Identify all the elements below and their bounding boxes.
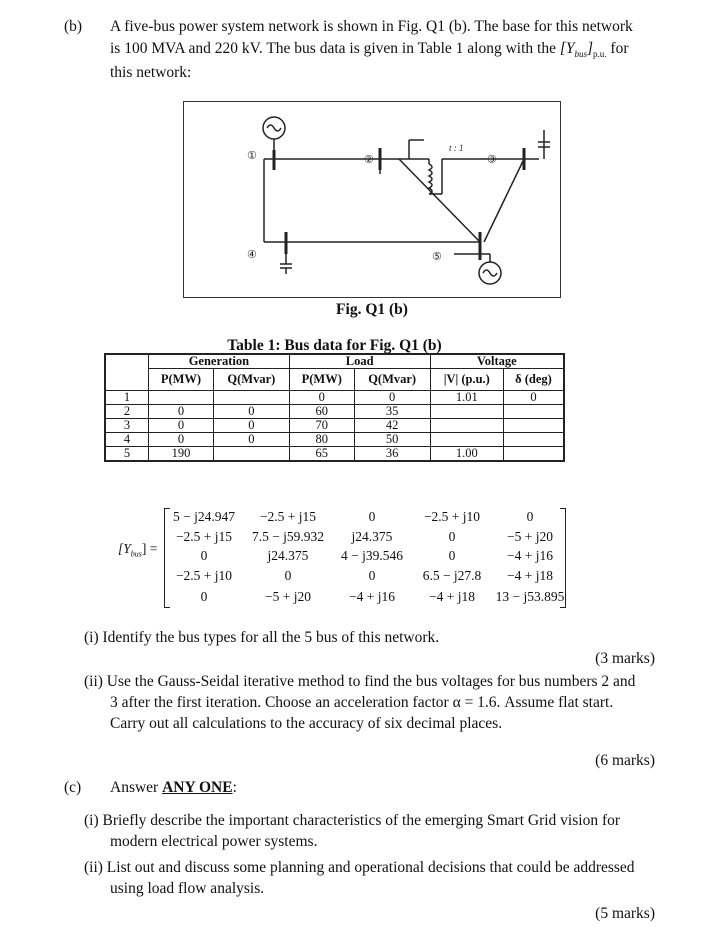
- matrix-cell: −4 + j16: [507, 548, 553, 563]
- table-row: 5 190 65 36 1.00: [105, 447, 564, 462]
- one-line-diagram: [184, 102, 562, 299]
- question-b-ii-line1: (ii) Use the Gauss-Seidal iterative method to find the bus voltages for bus numbers 2 and: [84, 673, 636, 690]
- matrix-cell: 4 − j39.546: [341, 548, 403, 563]
- generation-header: Generation: [149, 354, 290, 369]
- col-pg: P(MW): [149, 369, 214, 391]
- col-v: |V| (p.u.): [430, 369, 503, 391]
- matrix-cell: −5 + j20: [265, 589, 311, 604]
- question-b-ii-marks: (6 marks): [595, 752, 655, 769]
- question-c-i-line1: (i) Briefly describe the important characteristics of the emerging Smart Grid vision for: [84, 812, 621, 829]
- bus-label-5: ⑤: [432, 251, 442, 263]
- matrix-cell: −2.5 + j10: [175, 568, 233, 583]
- question-b-ii-line3: Carry out all calculations to the accuracy of six decimal places.: [110, 715, 503, 732]
- matrix-cell: 5 − j24.947: [173, 509, 235, 524]
- bus-label-1: ①: [247, 150, 257, 162]
- bus-data-table: [104, 353, 565, 462]
- matrix-cell: 0: [200, 548, 208, 563]
- bus-label-3: ③: [487, 154, 497, 166]
- matrix-cell: j24.375: [351, 529, 393, 544]
- voltage-header: Voltage: [430, 354, 564, 369]
- question-c-ii-line2: using load flow analysis.: [110, 880, 265, 897]
- part-b-intro-line2: is 100 MVA and 220 kV. The bus data is given in Table 1 along with the $[Y_{bus}]_{p.u.}$ for: [110, 40, 629, 60]
- matrix-cell: −4 + j16: [349, 589, 395, 604]
- matrix-cell: −2.5 + j15: [175, 529, 233, 544]
- matrix-cell: 0: [368, 509, 376, 524]
- col-qg: Q(Mvar): [213, 369, 289, 391]
- col-pl: P(MW): [289, 369, 354, 391]
- ybus-matrix-label: $[Y_{bus}]$ =: [118, 541, 158, 559]
- figure-caption: Fig. Q1 (b): [336, 301, 408, 318]
- table-row: 4 0 0 80 50: [105, 433, 564, 447]
- bus-col-header: [105, 354, 149, 391]
- matrix-cell: 6.5 − j27.8: [422, 568, 482, 583]
- matrix-cell: 0: [448, 529, 456, 544]
- table-title: Table 1: Bus data for Fig. Q1 (b): [227, 337, 442, 354]
- matrix-cell: 13 − j53.895: [495, 589, 565, 604]
- table-row: 3 0 0 70 42: [105, 419, 564, 433]
- matrix-cell: −5 + j20: [507, 529, 553, 544]
- question-c-ii-line1: (ii) List out and discuss some planning and operational decisions that could be addressed: [84, 859, 635, 876]
- matrix-cell: 0: [448, 548, 456, 563]
- part-b-intro-line1: A five-bus power system network is shown in Fig. Q1 (b). The base for this network: [110, 18, 633, 35]
- part-c-label: (c): [64, 779, 82, 796]
- matrix-cell: 0: [368, 568, 376, 583]
- question-c-i-line2: modern electrical power systems.: [110, 833, 318, 850]
- matrix-cell: −2.5 + j10: [423, 509, 481, 524]
- load-header: Load: [289, 354, 430, 369]
- bus-label-4: ④: [247, 249, 257, 261]
- matrix-cell: −4 + j18: [429, 589, 475, 604]
- matrix-cell: 7.5 − j59.932: [251, 529, 325, 544]
- part-b-label: (b): [64, 18, 83, 35]
- table-row: 2 0 0 60 35: [105, 405, 564, 419]
- transformer-ratio: t : 1: [449, 143, 464, 153]
- part-b-intro-line3: this network:: [110, 64, 192, 81]
- ybus-pu-symbol: $[Y_{bus}]_{p.u.}$: [559, 40, 607, 60]
- bus-label-2: ②: [364, 154, 374, 166]
- part-c-prompt: Answer ANY ONE:: [110, 779, 237, 796]
- matrix-cell: 0: [526, 509, 534, 524]
- table-row: 1 0 0 1.01 0: [105, 391, 564, 405]
- matrix-cell: −4 + j18: [507, 568, 553, 583]
- matrix-cell: −2.5 + j15: [259, 509, 317, 524]
- question-b-ii-line2: 3 after the first iteration. Choose an acceleration factor α = 1.6. Assume flat start.: [110, 694, 614, 711]
- question-b-i-marks: (3 marks): [595, 650, 655, 667]
- question-b-i: (i) Identify the bus types for all the 5 bus of this network.: [84, 629, 440, 646]
- network-diagram: [183, 101, 561, 298]
- part-c-marks: (5 marks): [595, 905, 655, 922]
- matrix-cell: 0: [200, 589, 208, 604]
- col-ql: Q(Mvar): [354, 369, 430, 391]
- matrix-cell: 0: [284, 568, 292, 583]
- matrix-cell: j24.375: [267, 548, 309, 563]
- col-d: δ (deg): [503, 369, 564, 391]
